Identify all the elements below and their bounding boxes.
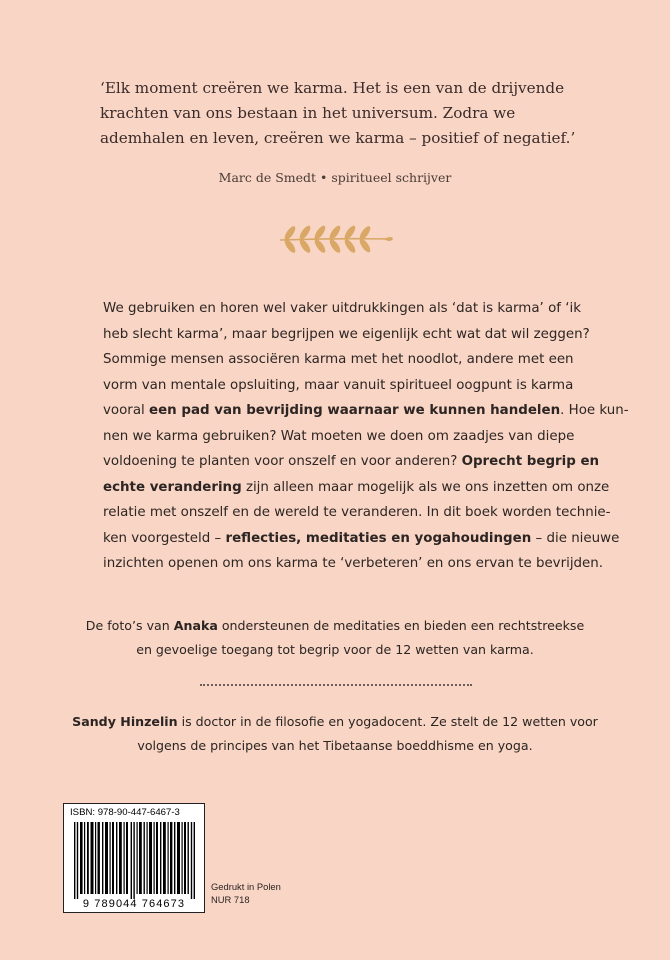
description-text: ken voorgesteld –: [103, 530, 222, 546]
description-line: [103, 449, 600, 475]
description-text: vooral: [103, 403, 145, 418]
quote-line-2: krachten van ons bestaan in het universum. Zodra we: [100, 104, 516, 122]
description-line: vorm van mentale opsluiting, maar vanuit spiritueel oogpunt is karma: [103, 377, 574, 393]
quote-attribution: Marc de Smedt • spiritueel schrijver: [218, 170, 452, 185]
author-bio-line-1: [0, 710, 670, 734]
photo-note-line-2: en gevoelige toegang tot begrip voor de 12 wetten van karma.: [136, 642, 534, 657]
ean-digits: 9 789044 764673: [82, 898, 186, 910]
photo-note-text: ondersteunen de meditaties en bieden een rechtstreekse: [221, 618, 585, 633]
description-line: inzichten openen om ons karma te ‘verbeteren’ en ons ervan te bevrijden.: [103, 556, 604, 571]
printed-in: Gedrukt in Polen: [211, 881, 281, 892]
photographer-name: Anaka: [173, 618, 218, 633]
photo-note-line-1: [0, 614, 670, 638]
author-bio-line-2: volgens de principes van het Tibetaanse boeddhisme en yoga.: [137, 738, 533, 753]
description-text: . Hoe kun-: [560, 403, 629, 418]
photo-credit-note: [0, 614, 670, 662]
nur-code: NUR 718: [211, 894, 250, 905]
description-text: zijn alleen maar mogelijk als we ons inzetten om onze: [245, 479, 610, 495]
quote-line-1: ‘Elk moment creëren we karma. Het is een van de drijvende: [100, 79, 565, 97]
description-line: heb slecht karma’, maar begrijpen we eigenlijk echt wat dat wil zeggen?: [103, 326, 590, 342]
quote-line-3: ademhalen en leven, creëren we karma – positief of negatief.’: [100, 129, 576, 147]
imprint: [211, 880, 281, 906]
description-highlight: reflecties, meditaties en yogahoudingen: [225, 530, 532, 546]
description-highlight: een pad van bevrijding waarnaar we kunnen handelen: [149, 403, 561, 418]
author-name: Sandy Hinzelin: [72, 714, 178, 729]
back-cover-quote: [100, 76, 580, 151]
book-description: [103, 296, 629, 577]
isbn-barcode: [63, 803, 205, 913]
barcode-bars: [74, 822, 195, 899]
description-line: [103, 526, 620, 552]
description-line: relatie met onszelf en de wereld te veranderen. In dit boek worden technie-: [103, 505, 611, 520]
isbn-label: ISBN: 978-90-447-6467-3: [70, 807, 180, 818]
photo-note-text: De foto’s van: [85, 618, 170, 633]
leaf-sprig-icon: [276, 224, 394, 254]
author-bio: [0, 710, 670, 758]
description-line: We gebruiken en horen wel vaker uitdrukkingen als ‘dat is karma’ of ‘ik: [103, 301, 581, 316]
author-bio-text: is doctor in de filosofie en yogadocent. Ze stelt de 12 wetten voor: [181, 714, 598, 729]
description-line: nen we karma gebruiken? Wat moeten we doen om zaadjes van diepe: [103, 428, 575, 444]
description-line: Sommige mensen associëren karma met het noodlot, andere met een: [103, 352, 574, 367]
description-line: [103, 398, 629, 424]
dotted-divider: [200, 684, 472, 686]
description-text: voldoening te planten voor onszelf en voor anderen?: [103, 454, 458, 469]
description-line: [103, 475, 610, 501]
description-highlight: echte verandering: [103, 479, 242, 495]
description-highlight: Oprecht begrip en: [461, 454, 600, 469]
description-text: – die nieuwe: [535, 530, 620, 546]
